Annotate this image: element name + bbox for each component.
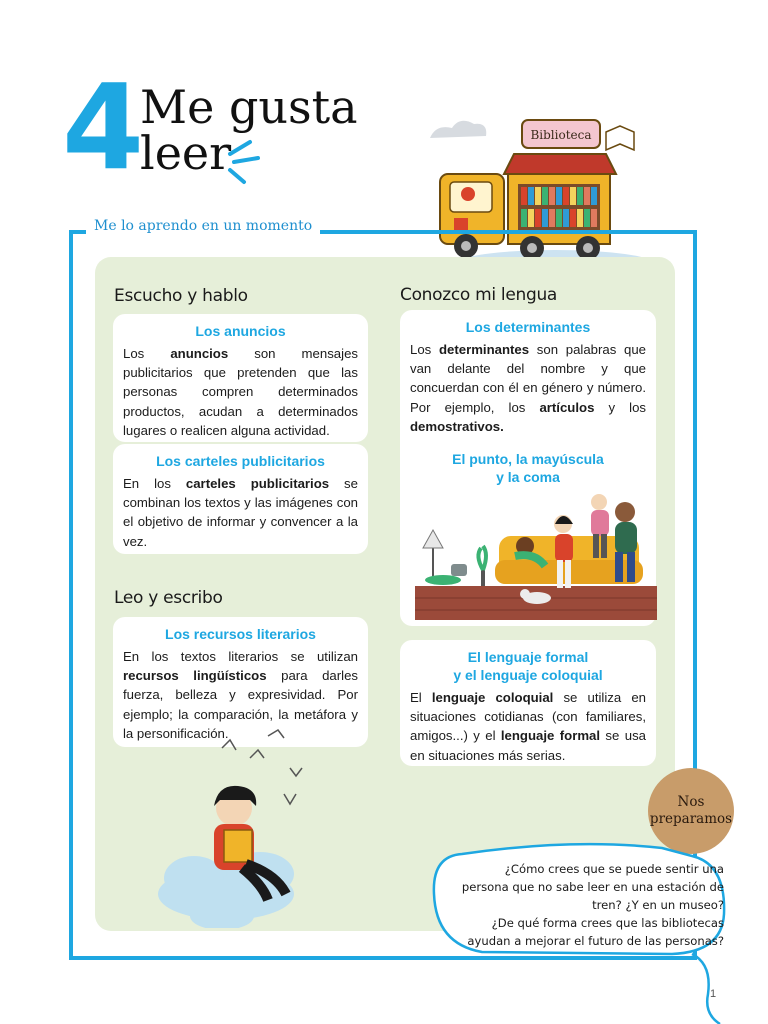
frame-label: Me lo aprendo en un momento	[86, 218, 320, 234]
card-title: Los anuncios	[195, 323, 286, 339]
bold-term: anuncios	[170, 346, 229, 361]
bold-term: demostrativos.	[410, 418, 504, 434]
bold-term: lenguaje formal	[500, 728, 601, 744]
card-text	[123, 474, 358, 551]
bubble-line: ¿Cómo crees que se puede sentir una	[504, 862, 724, 876]
card-carteles	[113, 444, 368, 554]
card-title	[410, 648, 646, 684]
card-title-punto	[410, 450, 646, 486]
title-line: y la coma	[496, 469, 560, 486]
card-lenguaje	[400, 640, 656, 766]
badge-line: Nos	[677, 794, 705, 810]
card-title: Los determinantes	[465, 319, 591, 335]
bubble-questions	[436, 860, 724, 950]
card-text	[410, 340, 646, 436]
card-text	[410, 688, 646, 765]
text-segment: El	[410, 690, 432, 705]
text-segment: y los	[594, 399, 646, 415]
unit-title-line2: leer	[140, 126, 232, 180]
title-line: El lenguaje formal	[467, 649, 589, 665]
bubble-line: persona que no sabe leer en una estación de	[461, 880, 724, 894]
text-segment: En los	[123, 476, 186, 491]
sparkle-icon	[222, 136, 262, 186]
bold-term: recursos lingüísticos	[123, 668, 267, 684]
bubble-line: ayudan a mejorar el futuro de las personas?	[467, 934, 724, 948]
unit-title-line1: Me gusta	[140, 80, 358, 134]
card-text	[123, 344, 358, 440]
bubble-line: tren? ¿Y en un museo?	[592, 898, 724, 912]
bus-sign-text: Biblioteca	[530, 128, 592, 142]
text-segment: En los textos literarios se utilizan	[123, 649, 358, 664]
card-title: Los carteles publicitarios	[156, 453, 325, 469]
family-sofa-illustration	[415, 490, 657, 620]
section-conozco-mi-lengua: Conozco mi lengua	[400, 285, 558, 305]
text-segment: Los	[123, 346, 171, 361]
text-segment: son mensajes publicitarios que pretenden que las personas compren determinados productos, acudan a determinados lugares o realicen alguna actividad.	[123, 346, 358, 438]
title-line: y el lenguaje coloquial	[453, 667, 603, 683]
card-title: Los recursos literarios	[165, 626, 316, 642]
title-line: El punto, la mayúscula	[452, 451, 604, 468]
page-number: 1	[710, 988, 717, 1000]
text-segment: Los	[410, 342, 439, 357]
section-leo-y-escribo: Leo y escribo	[114, 588, 223, 608]
card-anuncios	[113, 314, 368, 442]
badge-line: preparamos	[649, 811, 733, 827]
section-escucho-y-hablo: Escucho y hablo	[114, 286, 248, 306]
bold-term: determinantes	[438, 342, 530, 357]
text-segment: son palabras que van delante del nombre y que concuerdan con él en género y número. Por ejemplo, los	[410, 342, 646, 415]
text-segment: se usa en situaciones más serias.	[410, 728, 646, 763]
bold-term: carteles publicitarios	[185, 476, 330, 491]
bubble-line: ¿De qué forma crees que las bibliotecas	[491, 916, 724, 930]
unit-number: 4	[62, 58, 141, 196]
reading-girl-illustration	[150, 728, 330, 928]
bold-term: lenguaje coloquial	[431, 690, 554, 705]
text-segment: para darles fuerza, belleza y expresividad. Por ejemplo; la comparación, la metáfora y la personificación.	[123, 668, 359, 741]
text-segment: se combinan los textos y las imágenes con el objetivo de informar y convencer a la vez.	[123, 476, 358, 549]
bold-term: artículos	[539, 399, 595, 415]
text-segment: se utiliza en situaciones cotidianas (con familiares, amigos...) y el	[410, 690, 646, 744]
